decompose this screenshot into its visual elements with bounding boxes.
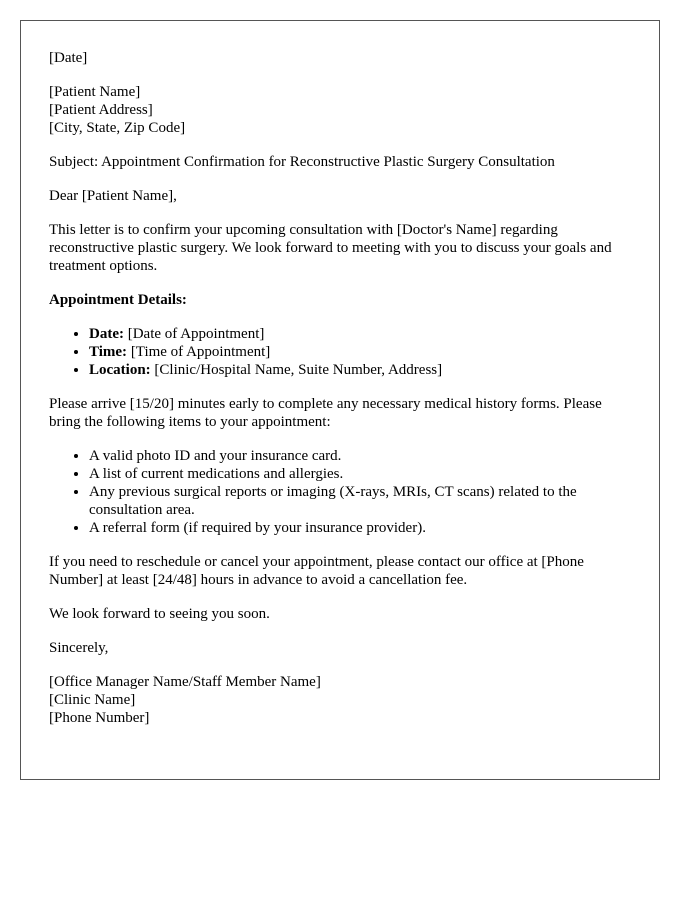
arrival-note: Please arrive [15/20] minutes early to complete any necessary medical history forms. Please bring the following items to your appointment: (49, 396, 602, 430)
closing-line: We look forward to seeing you soon. (49, 606, 270, 622)
detail-label: Location: (89, 362, 151, 378)
detail-value: [Date of Appointment] (123, 326, 265, 342)
reschedule-note: If you need to reschedule or cancel your appointment, please contact our office at [Phone Number] at least [24/48] hours in advance to avoid a cancellation fee. (49, 554, 584, 588)
recipient-address: [Patient Address] (49, 102, 153, 118)
recipient-city-state-zip: [City, State, Zip Code] (49, 120, 186, 136)
sign-off: Sincerely, (49, 640, 109, 656)
detail-item-time (89, 343, 631, 361)
appointment-details-heading: Appointment Details: (49, 292, 187, 308)
recipient-address-block (49, 83, 631, 137)
detail-label: Date: (89, 326, 124, 342)
detail-item-location (89, 361, 631, 379)
signature-clinic: [Clinic Name] (49, 692, 136, 708)
detail-label: Time: (89, 344, 128, 360)
letter-page (20, 20, 660, 780)
signature-block (49, 673, 631, 727)
detail-value: [Time of Appointment] (127, 344, 271, 360)
appointment-details-list (49, 325, 631, 379)
list-item: • A referral form (if required by your insurance provider). (89, 519, 631, 537)
signature-phone: [Phone Number] (49, 710, 150, 726)
list-item: • A list of current medications and allergies. (89, 465, 631, 483)
subject-line: Subject: Appointment Confirmation for Reconstructive Plastic Surgery Consultation (49, 154, 555, 170)
items-to-bring-list (49, 447, 631, 537)
list-item: • Any previous surgical reports or imaging (X-rays, MRIs, CT scans) related to the consultation area. (89, 483, 631, 519)
detail-value: [Clinic/Hospital Name, Suite Number, Address] (150, 362, 443, 378)
intro-paragraph: This letter is to confirm your upcoming consultation with [Doctor's Name] regarding reconstructive plastic surgery. We look forward to meeting with you to discuss your goals and treatment options. (49, 222, 612, 274)
salutation: Dear [Patient Name], (49, 188, 177, 204)
letter-date: [Date] (49, 50, 88, 66)
detail-item-date (89, 325, 631, 343)
list-item: • A valid photo ID and your insurance card. (89, 447, 631, 465)
recipient-name: [Patient Name] (49, 84, 141, 100)
signature-name: [Office Manager Name/Staff Member Name] (49, 674, 321, 690)
